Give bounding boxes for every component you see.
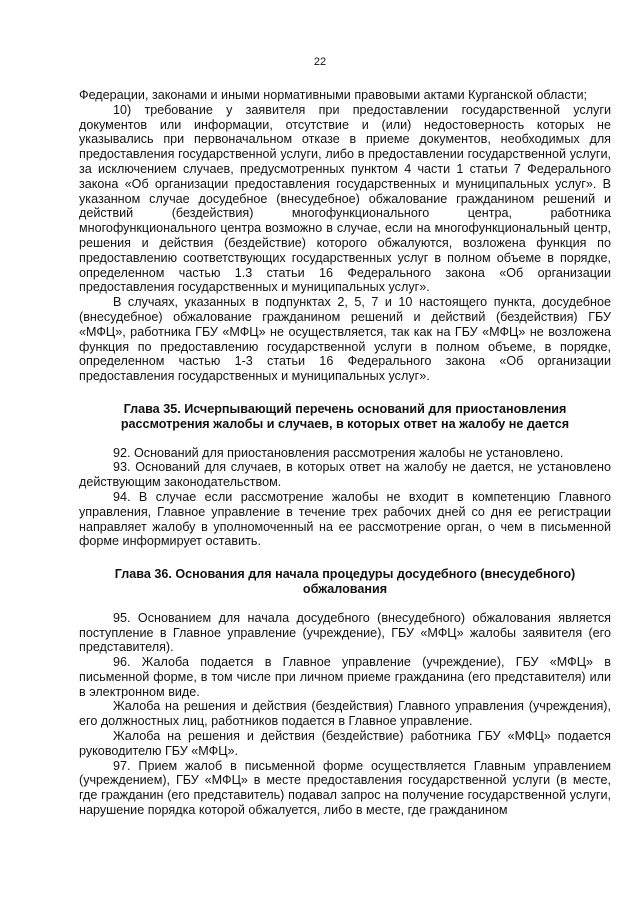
spacer [79,597,611,611]
chapter-heading: Глава 36. Основания для начала процедуры досудебного (внесудебного) обжалования [114,567,576,596]
paragraph: 96. Жалоба подается в Главное управление (учреждение), ГБУ «МФЦ» в письменной форме, в том числе при личном приеме гражданина (его представителя) или в электронном виде. [79,655,611,699]
paragraph: 95. Основанием для начала досудебного (внесудебного) обжалования является поступление в Главное управление (учреждение), ГБУ «МФЦ» жалобы заявителя (его представителя). [79,610,611,655]
paragraph: 94. В случае если рассмотрение жалобы не входит в компетенцию Главного управления, Главное управление в течение трех рабочих дней со дня ее регистрации направляет жалобу в уполномоченный на ее рассмотрение орган, о чем в письменной форме информирует оставить. [79,489,611,549]
paragraph: Жалоба на решения и действия (бездействие) работника ГБУ «МФЦ» подается руководителю ГБУ «МФЦ». [79,729,611,758]
chapter-heading: Глава 35. Исчерпывающий перечень оснований для приостановления рассмотрения жалобы и случаев, в которых ответ на жалобу не дается [120,401,570,431]
paragraph: Жалоба на решения и действия (бездействия) Главного управления (учреждения), его должностных лиц, работников подается в Главное управление. [79,699,611,729]
paragraph: В случаях, указанных в подпунктах 2, 5, 7 и 10 настоящего пункта, досудебное (внесудебное) обжалование гражданином решений и действий (бездействия) ГБУ «МФЦ», работника ГБУ «МФЦ» не осуществляется, так как на ГБУ «МФЦ» не возложена функция по предоставлению государственной услуги в полном объеме, в порядке, определенном частью 1-3 статьи 16 Федерального закона «Об организации предоставления государственных и муниципальных услуг». [79,295,611,384]
paragraph: 97. Прием жалоб в письменной форме осуществляется Главным управлением (учреждением), ГБУ «МФЦ» в месте предоставления государственной услуги (в месте, где гражданин (его представитель) подавал запрос на получение государственной услуги, нарушение порядка которой обжалуется, либо в месте, где гражданином [79,758,611,818]
page-number: 22 [313,56,327,68]
spacer [79,432,611,446]
paragraph: Федерации, законами и иными нормативными правовыми актами Курганской области; [79,88,587,102]
paragraph: 10) требование у заявителя при предоставлении государственной услуги документов или информации, отсутствие и (или) недостоверность которых не указывались при первоначальном отказе в приеме документов, необходимых для предоставления государственной услуги, либо в предоставлении государственной услуги, за исключением случаев, предусмотренных пунктом 4 части 1 статьи 7 Федерального закона «Об организации предоставления государственных и муниципальных услуг». В указанном случае досудебное (внесудебное) обжалование гражданином решений и действий (бездействия) многофункционального центра, работника многофункционального центра возможно в случае, если на многофункциональный центр, решения и действия (бездействие) которого обжалуются, возложена функция по предоставлению соответствующих государственных услуг в полном объеме в порядке, определенном частью 1.3 статьи 16 Федерального закона «Об организации предоставления государственных и муниципальных услуг». [79,102,611,295]
spacer [79,384,611,402]
document-body [79,88,611,818]
paragraph: 93. Оснований для случаев, в которых ответ на жалобу не дается, не установлено действующим законодательством. [79,460,611,490]
spacer [79,549,611,567]
paragraph: 92. Оснований для приостановления рассмотрения жалобы не установлено. [113,445,564,460]
